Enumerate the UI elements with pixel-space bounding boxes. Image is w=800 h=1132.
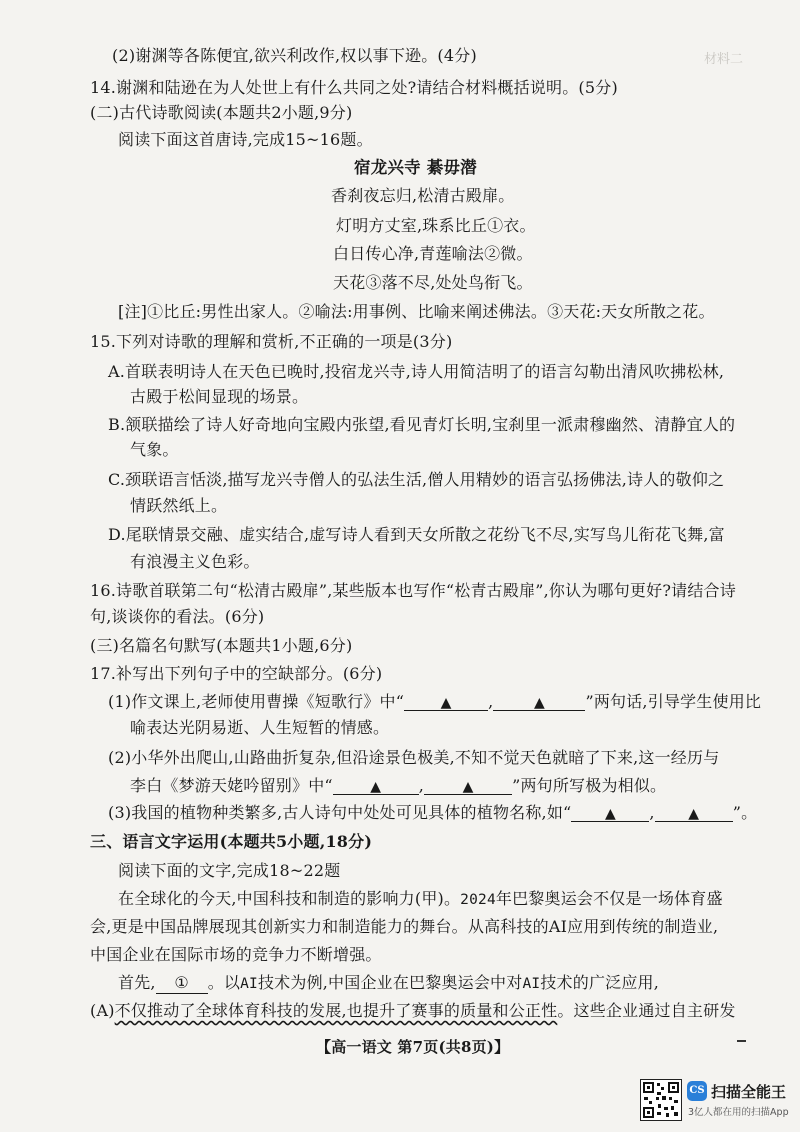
q17-3-suffix: ”。 (732, 803, 758, 822)
q17-3-prefix: (3)我国的植物种类繁多,古人诗句中处处可见具体的植物名称,如“ (108, 803, 572, 822)
footer-dash (737, 1040, 746, 1042)
question-17: 17.补写出下列句子中的空缺部分。(6分) (90, 664, 383, 683)
scanner-brand-name: 扫描全能王 (711, 1083, 787, 1101)
section-poetry-heading: (二)古代诗歌阅读(本题共2小题,9分) (90, 103, 353, 122)
passage-line-5-rest: 。这些企业通过自主研发 (557, 1001, 736, 1020)
passage-line-2: 会,更是中国品牌展现其创新实力和制造能力的舞台。从高科技的AI应用到传统的制造业, (90, 917, 719, 936)
q17-1-blank-a[interactable]: ▲ (404, 692, 488, 711)
passage-line-4-d: 技术的广泛应用, (540, 973, 660, 992)
q17-2-blank-b[interactable]: ▲ (424, 776, 512, 795)
passage-line-1-a: 在全球化的今天,中国科技和制造的影响力(甲)。 (118, 889, 461, 908)
poem-line-3: 白日传心净,青莲喻法②微。 (333, 244, 533, 263)
section-dictation-heading: (三)名篇名句默写(本题共1小题,6分) (90, 636, 353, 655)
q17-1-sep: , (488, 692, 494, 711)
q17-2-prefix: 李白《梦游天姥吟留别》中“ (130, 776, 333, 795)
option-c-line-2: 情跃然纸上。 (130, 496, 228, 515)
passage-line-4 (118, 973, 659, 994)
passage-ai-1: AI (240, 976, 258, 992)
poem-line-2: 灯明方丈室,珠系比丘①衣。 (336, 216, 536, 235)
camscanner-logo-icon: CS (687, 1081, 707, 1101)
q17-1-line-1 (108, 692, 761, 712)
option-a-line-2: 古殿于松间显现的场景。 (130, 387, 309, 406)
language-instruction: 阅读下面的文字,完成18~22题 (118, 861, 341, 880)
bleed-through-header: 材料二 (704, 52, 744, 67)
wavy-underlined-sentence: 不仅推动了全球体育科技的发展,也提升了赛事的质量和公正性 (114, 1001, 558, 1020)
option-d-line-2: 有浪漫主义色彩。 (130, 552, 260, 571)
qr-code-icon (640, 1079, 682, 1121)
passage-line-5 (90, 1001, 736, 1021)
q17-2-line-1: (2)小华外出爬山,山路曲折复杂,但沿途景色极美,不知不觉天色就暗了下来,这一经历与 (108, 748, 720, 767)
q17-3-sep: , (649, 803, 655, 822)
passage-line-4-c: 技术为例,中国企业在巴黎奥运会中对 (257, 973, 523, 992)
option-b-line-1: B.颔联描绘了诗人好奇地向宝殿内张望,看见青灯长明,宝刹里一派肃穆幽然、清静宜人的 (108, 415, 736, 434)
q17-3-blank-a[interactable]: ▲ (571, 803, 649, 822)
q17-2-sep: , (418, 776, 425, 795)
q17-2-blank-a[interactable]: ▲ (333, 776, 419, 795)
poem-title: 宿龙兴寺 綦毋潜 (354, 158, 477, 177)
passage-ai-2: AI (522, 976, 541, 992)
q17-1-line-2: 喻表达光阴易逝、人生短暂的情感。 (130, 718, 390, 737)
sentence-label-a: (A) (90, 1001, 115, 1020)
option-a-line-1: A.首联表明诗人在天色已晚时,投宿龙兴寺,诗人用简洁明了的语言勾勒出清风吹拂松林, (108, 362, 725, 381)
page-footer: 【高一语文 第7页(共8页)】 (316, 1038, 510, 1056)
q17-2-line-2 (130, 776, 666, 796)
passage-blank-1[interactable]: ① (156, 973, 208, 994)
question-16-line-2: 句,谈谈你的看法。(6分) (90, 607, 265, 626)
passage-year: 2024 (460, 892, 496, 908)
poem-line-1: 香刹夜忘归,松清古殿扉。 (331, 186, 515, 205)
option-c-line-1: C.颈联语言恬淡,描写龙兴寺僧人的弘法生活,僧人用精妙的语言弘扬佛法,诗人的敬仰之 (108, 470, 725, 489)
q17-3-blank-b[interactable]: ▲ (655, 803, 733, 822)
poetry-instruction: 阅读下面这首唐诗,完成15~16题。 (118, 130, 373, 149)
q17-1-prefix: (1)作文课上,老师使用曹操《短歌行》中“ (108, 692, 405, 711)
q17-3-line (108, 803, 757, 823)
section-language-heading: 三、语言文字运用(本题共5小题,18分) (90, 832, 373, 851)
passage-line-1-b: 年巴黎奥运会不仅是一场体育盛 (495, 889, 723, 908)
passage-line-4-a: 首先, (118, 973, 156, 992)
q17-1-suffix: ”两句话,引导学生使用比 (585, 692, 762, 711)
qr-pattern (641, 1080, 681, 1120)
option-d-line-1: D.尾联情景交融、虚实结合,虚写诗人看到天女所散之花纷飞不尽,实写鸟儿衔花飞舞,富 (108, 525, 725, 544)
question-16-line-1: 16.诗歌首联第二句“松清古殿扉”,某些版本也写作“松青古殿扉”,你认为哪句更好?请结合诗 (90, 581, 736, 600)
poem-line-4: 天花③落不尽,处处鸟衔飞。 (333, 273, 533, 292)
q17-2-suffix: ”两句所写极为相似。 (512, 776, 667, 795)
passage-line-1 (118, 889, 723, 910)
poem-notes: [注]①比丘:男性出家人。②喻法:用事例、比喻来阐述佛法。③天花:天女所散之花。 (118, 302, 715, 321)
material-note-2: (2)谢渊等各陈便宜,欲兴利改作,权以事下逊。(4分) (112, 46, 477, 65)
question-14: 14.谢渊和陆逊在为人处世上有什么共同之处?请结合材料概括说明。(5分) (90, 78, 618, 97)
question-15: 15.下列对诗歌的理解和赏析,不正确的一项是(3分) (90, 332, 453, 351)
passage-line-3: 中国企业在国际市场的竞争力不断增强。 (90, 945, 382, 964)
option-b-line-2: 气象。 (130, 440, 179, 459)
passage-line-4-b: 。以 (207, 973, 241, 992)
q17-1-blank-b[interactable]: ▲ (493, 692, 585, 711)
scanner-tagline: 3亿人都在用的扫描App (688, 1107, 789, 1118)
